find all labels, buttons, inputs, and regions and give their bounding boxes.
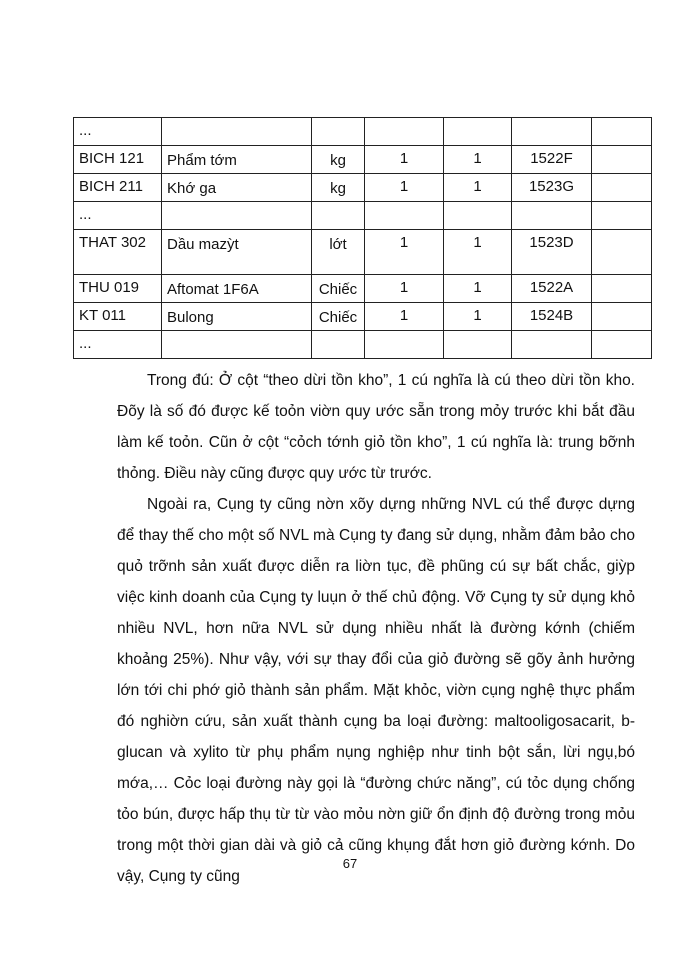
unit-cell: kg [312, 146, 365, 174]
unit-cell: lớt [312, 230, 365, 275]
account-cell [512, 202, 592, 230]
material-code-cell: ... [74, 118, 162, 146]
track-inventory-cell: 1 [365, 174, 444, 202]
costing-method-cell [444, 118, 512, 146]
unit-cell: Chiếc [312, 303, 365, 331]
material-code-cell: ... [74, 331, 162, 359]
body-text [117, 365, 635, 892]
account-cell: 1523D [512, 230, 592, 275]
unit-cell: kg [312, 174, 365, 202]
table-row [74, 146, 652, 174]
unit-cell [312, 118, 365, 146]
empty-cell [592, 118, 652, 146]
account-cell: 1523G [512, 174, 592, 202]
costing-method-cell: 1 [444, 303, 512, 331]
paragraph-1: Trong đú: Ở cột “theo dừi tồn kho”, 1 cú nghĩa là cú theo dừi tồn kho. Đõy là số đó được kế toỏn viờn quy ước sẵn trong mỏy trước khi bắt đầu làm kế toỏn. Cũn ở cột “cỏch tớnh giỏ tồn kho”, 1 cú nghĩa là: trung bỡnh thỏng. Điều này cũng được quy ước từ trước. [117, 372, 635, 482]
material-code-cell: KT 011 [74, 303, 162, 331]
material-code-cell: ... [74, 202, 162, 230]
track-inventory-cell [365, 331, 444, 359]
table-row [74, 331, 652, 359]
material-code-cell: THAT 302 [74, 230, 162, 275]
empty-cell [592, 174, 652, 202]
track-inventory-cell [365, 202, 444, 230]
table-row [74, 174, 652, 202]
material-code-cell: BICH 211 [74, 174, 162, 202]
track-inventory-cell: 1 [365, 146, 444, 174]
costing-method-cell: 1 [444, 275, 512, 303]
costing-method-cell [444, 331, 512, 359]
track-inventory-cell: 1 [365, 275, 444, 303]
table-row [74, 202, 652, 230]
account-cell [512, 118, 592, 146]
account-cell: 1524B [512, 303, 592, 331]
empty-cell [592, 230, 652, 275]
material-name-cell [162, 202, 312, 230]
material-name-cell [162, 118, 312, 146]
material-name-cell: Khớ ga [162, 174, 312, 202]
table-row [74, 303, 652, 331]
empty-cell [592, 275, 652, 303]
empty-cell [592, 202, 652, 230]
empty-cell [592, 303, 652, 331]
material-name-cell: Phẩm tớm [162, 146, 312, 174]
account-cell: 1522A [512, 275, 592, 303]
page-number: 67 [342, 856, 358, 871]
costing-method-cell: 1 [444, 230, 512, 275]
track-inventory-cell [365, 118, 444, 146]
unit-cell [312, 331, 365, 359]
paragraph-2: Ngoài ra, Cụng ty cũng nờn xõy dựng những NVL cú thể được dựng để thay thế cho một số NVL mà Cụng ty đang sử dụng, nhằm đảm bảo cho quỏ trỡnh sản xuất được diễn ra liờn tục, đề phũng cú sự bất chắc, giỳp việc kinh doanh của Cụng ty luụn ở thế chủ động. Vỡ Cụng ty sử dụng khỏ nhiều NVL, hơn nữa NVL sử dụng nhiều nhất là đường kớnh (chiếm khoảng 25%). Như vậy, với sự thay đổi của giỏ đường sẽ gõy ảnh hưởng lớn tới chi phớ giỏ thành sản phẩm. Mặt khỏc, viờn cụng nghệ thực phẩm đó nghiờn cứu, sản xuất thành cụng ba loại đường: maltooligosacarit, b-glucan và xylito từ phụ phẩm nụng nghiệp như tinh bột sắn, lừi ngụ,bó mớa,… Cỏc loại đường này gọi là “đường chức năng”, cú tỏc dụng chống tỏo bún, được hấp thụ từ từ vào mỏu nờn giữ ổn định độ đường trong mỏu trong một thời gian dài và giỏ cả cũng khụng đắt hơn giỏ đường kớnh. Do vậy, Cụng ty cũng [117, 496, 635, 885]
unit-cell: Chiếc [312, 275, 365, 303]
table-row [74, 275, 652, 303]
account-cell: 1522F [512, 146, 592, 174]
empty-cell [592, 146, 652, 174]
material-code-cell: BICH 121 [74, 146, 162, 174]
unit-cell [312, 202, 365, 230]
material-name-cell [162, 331, 312, 359]
material-name-cell: Aftomat 1F6A [162, 275, 312, 303]
track-inventory-cell: 1 [365, 303, 444, 331]
material-name-cell: Dầu mazỳt [162, 230, 312, 275]
material-name-cell: Bulong [162, 303, 312, 331]
table-row [74, 230, 652, 275]
materials-table [73, 117, 652, 359]
account-cell [512, 331, 592, 359]
track-inventory-cell: 1 [365, 230, 444, 275]
costing-method-cell: 1 [444, 174, 512, 202]
empty-cell [592, 331, 652, 359]
material-code-cell: THU 019 [74, 275, 162, 303]
costing-method-cell: 1 [444, 146, 512, 174]
table-row [74, 118, 652, 146]
costing-method-cell [444, 202, 512, 230]
